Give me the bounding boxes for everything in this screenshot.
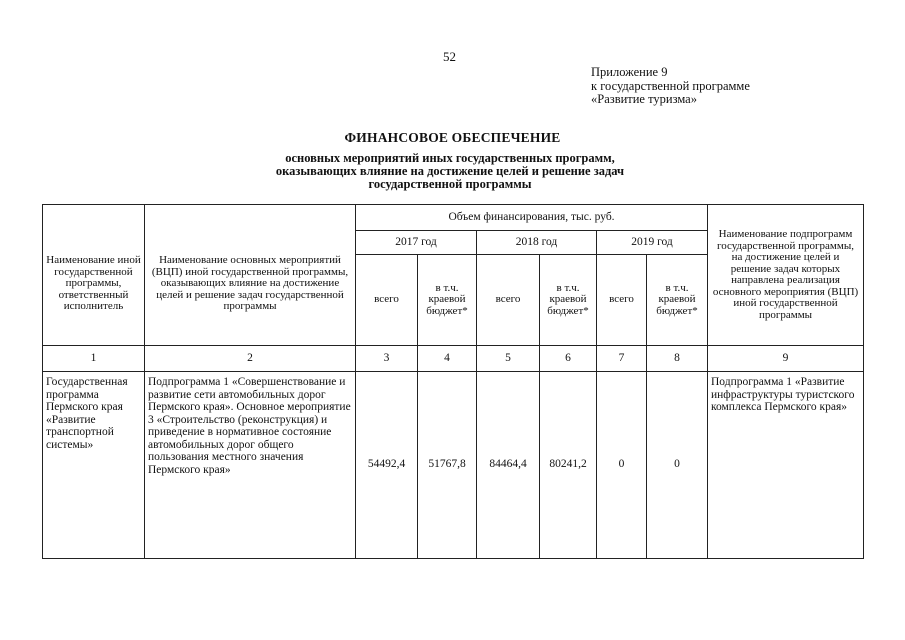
header-activity: Наименование основных мероприятий (ВЦП) иной государственной программы, оказывающих влияние на достижение целей и решение задач государственной программы	[145, 205, 356, 346]
column-number: 4	[418, 346, 477, 372]
header-program: Наименование иной государственной программы, ответственный исполнитель	[43, 205, 145, 346]
column-number: 9	[708, 346, 864, 372]
appendix-line: к государственной программе	[591, 78, 750, 93]
header-year-2017: 2017 год	[356, 231, 477, 255]
column-number: 7	[597, 346, 647, 372]
header-regional-2018: в т.ч. краевой бюджет*	[540, 255, 597, 346]
column-number: 2	[145, 346, 356, 372]
cell-regional-2019: 0	[647, 372, 708, 559]
document-subtitle	[200, 152, 700, 191]
header-total-2017: всего	[356, 255, 418, 346]
header-total-2018: всего	[477, 255, 540, 346]
header-funding: Объем финансирования, тыс. руб.	[356, 205, 708, 231]
header-regional-2019: в т.ч. краевой бюджет*	[647, 255, 708, 346]
appendix-line: «Развитие туризма»	[591, 92, 697, 106]
appendix-line: Приложение 9	[591, 65, 668, 79]
cell-activity: Подпрограмма 1 «Совершенствование и развитие сети автомобильных дорог Пермского края». Основное мероприятие 3 «Строительство (реконструкция) и приведение в нормативное состояние автомобильных дорог общего пользования местного значения Пермского края»	[145, 372, 356, 559]
header-year-2018: 2018 год	[477, 231, 597, 255]
appendix-note	[591, 66, 750, 107]
cell-regional-2017: 51767,8	[418, 372, 477, 559]
column-number: 5	[477, 346, 540, 372]
cell-total-2019: 0	[597, 372, 647, 559]
column-number: 3	[356, 346, 418, 372]
document-title: ФИНАНСОВОЕ ОБЕСПЕЧЕНИЕ	[344, 130, 561, 145]
column-number-row	[43, 346, 864, 372]
table-row	[43, 372, 864, 559]
header-subprogram: Наименование подпрограмм государственной программы, на достижение целей и решение задач которых направлена реализация основного мероприятия (ВЦП) иной государственной программы	[708, 205, 864, 346]
financing-table	[42, 204, 864, 559]
cell-subprogram: Подпрограмма 1 «Развитие инфраструктуры туристского комплекса Пермского края»	[708, 372, 864, 559]
header-row	[43, 205, 864, 231]
column-number: 8	[647, 346, 708, 372]
subtitle-line: основных мероприятий иных государственных программ,	[285, 151, 615, 165]
cell-program: Государственная программа Пермского края «Развитие транспортной системы»	[43, 372, 145, 559]
column-number: 6	[540, 346, 597, 372]
cell-regional-2018: 80241,2	[540, 372, 597, 559]
header-total-2019: всего	[597, 255, 647, 346]
subtitle-line: оказывающих влияние на достижение целей и решение задач	[275, 164, 625, 178]
cell-total-2018: 84464,4	[477, 372, 540, 559]
column-number: 1	[43, 346, 145, 372]
header-year-2019: 2019 год	[597, 231, 708, 255]
page-number: 52	[443, 49, 456, 64]
header-regional-2017: в т.ч. краевой бюджет*	[418, 255, 477, 346]
subtitle-line: государственной программы	[368, 177, 532, 191]
cell-total-2017: 54492,4	[356, 372, 418, 559]
